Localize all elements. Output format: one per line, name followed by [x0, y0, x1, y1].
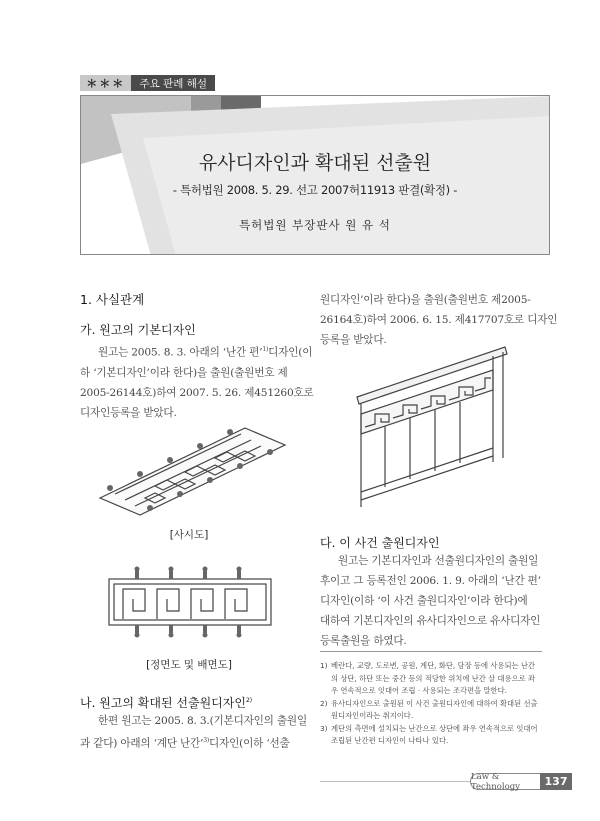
stars-decoration: ＊＊＊	[80, 75, 131, 91]
footnote-3: 3) 계단의 측면에 설치되는 난간으로 상단에 좌우 연속적으로 잇대어 조립된 난간편 디자인이 나타나 있다.	[320, 723, 538, 745]
figure-front-view	[105, 555, 275, 645]
section-label-text: 주요 판례 해설	[131, 75, 215, 91]
article-subtitle: - 특허법원 2008. 5. 29. 선고 2007허11913 판결(확정) -	[172, 183, 458, 197]
caption-perspective: [사시도]	[169, 529, 209, 541]
paragraph-application-design: 원고는 기본디자인과 선출원디자인의 출원일 후이고 그 등록전인 2006. 1. 9. 아래의 ‘난간 편’ 디자인(이하 ‘이 사건 출원디자인’이라 한다)에 대하여 기본디자인의 유사디자인으로 유사디자인 등록출원을 하였다.	[320, 555, 541, 647]
footnotes	[320, 660, 545, 748]
footnote-divider	[320, 651, 542, 652]
article-title: 유사디자인과 확대된 선출원	[198, 152, 432, 174]
heading-application-design: 다. 이 사건 출원디자인	[320, 536, 440, 550]
figure-stair-railing	[355, 342, 515, 512]
footnote-1: 1) 베란다, 교량, 도로변, 공원, 계단, 화단, 담장 등에 사용되는 난간 의 상단, 하단 또는 중간 등의 적당한 위치에 난간 살 대용으로 좌 우 연속적으로 잇대어 조립 · 사용되는 조각편을 말한다.	[320, 661, 536, 695]
journal-name: Law & Technology	[470, 773, 540, 790]
caption-front-back: [정면도 및 배면도]	[146, 659, 232, 671]
paragraph-prior-design-cont: 원디자인’이라 한다)을 출원(출원번호 제2005- 26164호)하여 2006. 6. 15. 제417707호로 디자인 등록을 받았다.	[320, 294, 558, 346]
heading-expanded-prior-design: 나. 원고의 확대된 선출원디자인$^{2)}$	[80, 696, 253, 710]
heading-facts: 1. 사실관계	[80, 292, 145, 307]
paragraph-basic-design: 원고는 2005. 8. 3. 아래의 ‘난간 편’$^{1)}$디자인(이 하 ‘기본디자인’이라 한다)을 출원(출원번호 제 2005-26144호)하여 2007. 5. 26. 제451260호로 디자인등록을 받았다.	[80, 346, 314, 419]
section-label	[80, 75, 215, 91]
page-number: 137	[540, 773, 572, 790]
footnote-2: 2) 유사디자인으로 출원된 이 사건 출원디자인에 대하여 확대된 선출 원디자인이라는 취지이다.	[320, 698, 538, 720]
title-box	[80, 95, 550, 255]
figure-perspective-view	[95, 420, 290, 525]
heading-basic-design: 가. 원고의 기본디자인	[80, 323, 196, 337]
article-author: 특허법원 부장판사 원 유 석	[239, 218, 391, 232]
paragraph-expanded-prior-design: 한편 원고는 2005. 8. 3.(기본디자인의 출원일 과 같다) 아래의 ‘계단 난간’$^{3)}$디자인(이하 ‘선출	[80, 715, 307, 750]
footer-rule	[320, 781, 470, 782]
